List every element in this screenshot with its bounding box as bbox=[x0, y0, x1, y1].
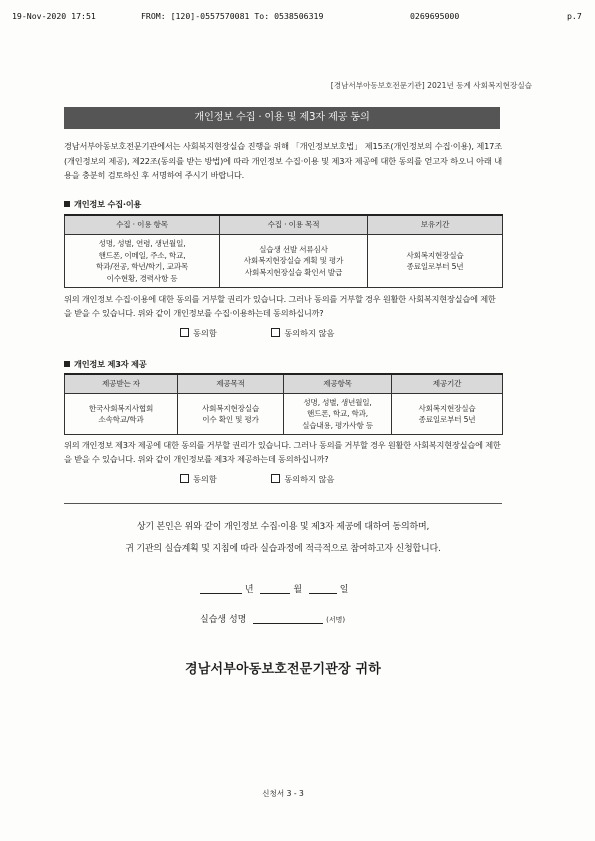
table-header: 수집 · 이용 항목 bbox=[65, 215, 220, 235]
table-header: 제공기간 bbox=[392, 374, 503, 394]
signature-note: (서명) bbox=[326, 616, 346, 624]
table-header: 보유기간 bbox=[368, 215, 503, 235]
collection-notice: 위의 개인정보 수집·이용에 대한 동의를 거부할 권리가 있습니다. 그러나 동의를 거부할 경우 원활한 사회복지현장실습에 제한을 받을 수 있습니다. 위와 같이 개인정보를 수집·이용하는데 동의하십니까? bbox=[64, 294, 496, 318]
cell-line: 사회복지현장실습 bbox=[418, 403, 476, 413]
cell-line: 사회복지현장실습 bbox=[406, 250, 464, 260]
organization-line: [경남서부아동보호전문기관] 2021년 동계 사회복지현장실습 bbox=[330, 81, 532, 90]
signature-name-input[interactable] bbox=[253, 623, 323, 624]
cell-line: 이수현황, 경력사항 등 bbox=[106, 273, 178, 283]
thirdparty-consent-options bbox=[180, 474, 386, 485]
section-thirdparty-heading bbox=[64, 359, 146, 370]
section-collection-heading bbox=[64, 199, 141, 210]
collection-agree-option[interactable] bbox=[180, 328, 217, 339]
cell-line: 사회복지현장실습 bbox=[201, 403, 260, 413]
thirdparty-notice: 위의 개인정보 제3자 제공에 대한 동의를 거부할 권리가 있습니다. 그러나 동의를 거부할 경우 원활한 사회복지현장실습에 제한을 받을 수 있습니다. 위와 같이 개인정보를 제3자 제공하는데 동의하십니까? bbox=[64, 440, 501, 464]
year-input[interactable] bbox=[200, 593, 242, 594]
checkbox-icon[interactable] bbox=[271, 474, 280, 483]
cell-line: 핸드폰, 학교, 학과, bbox=[306, 409, 369, 419]
date-fields bbox=[200, 582, 348, 595]
table-row bbox=[65, 394, 503, 435]
agree-label: 동의함 bbox=[193, 328, 217, 338]
divider-line bbox=[64, 503, 502, 504]
table-header-row bbox=[65, 374, 503, 394]
table-header: 제공항목 bbox=[284, 374, 392, 394]
collection-disagree-option[interactable] bbox=[271, 328, 334, 339]
table-cell bbox=[368, 235, 503, 288]
thirdparty-disagree-option[interactable] bbox=[271, 474, 334, 485]
fax-sender: FROM: [120]-0557570081 To: 0538506319 bbox=[141, 11, 324, 21]
fax-page: p.7 bbox=[567, 11, 582, 21]
section-thirdparty-title: 개인정보 제3자 제공 bbox=[74, 359, 147, 369]
year-label: 년 bbox=[244, 585, 254, 595]
table-header-row bbox=[65, 215, 503, 235]
cell-line: 실습생 선발 서류심사 bbox=[259, 244, 328, 254]
form-title: 개인정보 수집 · 이용 및 제3자 제공 동의 bbox=[64, 107, 500, 129]
table-cell bbox=[220, 235, 368, 288]
table-header: 수집 · 이용 목적 bbox=[220, 215, 368, 235]
fax-datetime: 19-Nov-2020 17:51 bbox=[12, 11, 96, 21]
page-footer: 신청서 3 - 3 bbox=[262, 789, 304, 798]
cell-line: 핸드폰, 이메일, 주소, 학교, bbox=[98, 250, 186, 260]
disagree-label: 동의하지 않음 bbox=[284, 328, 335, 338]
table-header: 제공목적 bbox=[178, 374, 284, 394]
signature-block bbox=[200, 612, 345, 625]
table-cell bbox=[284, 394, 392, 435]
addressee: 경남서부아동보호전문기관장 귀하 bbox=[184, 662, 382, 677]
pledge-line-2: 귀 기관의 실습계획 및 지침에 따라 실습과정에 적극적으로 참여하고자 신청합니다. bbox=[125, 544, 441, 554]
thirdparty-table bbox=[64, 373, 503, 435]
day-input[interactable] bbox=[309, 593, 337, 594]
collection-consent-options bbox=[180, 328, 386, 339]
cell-line: 종료일로부터 5년 bbox=[418, 415, 476, 424]
table-cell bbox=[65, 235, 220, 288]
disagree-label: 동의하지 않음 bbox=[284, 474, 335, 484]
collection-table bbox=[64, 214, 503, 288]
cell-line: 학과/전공, 학년/학기, 교과목 bbox=[95, 262, 189, 271]
month-label: 월 bbox=[293, 585, 303, 595]
table-cell bbox=[65, 394, 178, 435]
cell-line: 실습내용, 평가사항 등 bbox=[302, 420, 373, 430]
cell-line: 성명, 성별, 생년월일, bbox=[303, 397, 372, 407]
table-row bbox=[65, 235, 503, 288]
fax-number: 0269695000 bbox=[410, 11, 460, 21]
table-header: 제공받는 자 bbox=[65, 374, 178, 394]
thirdparty-agree-option[interactable] bbox=[180, 474, 217, 485]
day-label: 일 bbox=[339, 585, 349, 595]
square-bullet-icon bbox=[64, 201, 70, 207]
table-cell bbox=[178, 394, 284, 435]
checkbox-icon[interactable] bbox=[180, 474, 189, 483]
agree-label: 동의함 bbox=[193, 474, 217, 484]
cell-line: 사회복지현장실습 계획 및 평가 bbox=[243, 256, 344, 266]
cell-line: 이수 확인 및 평가 bbox=[202, 415, 259, 424]
table-cell bbox=[392, 394, 503, 435]
square-bullet-icon bbox=[64, 361, 70, 367]
pledge-line-1: 상기 본인은 위와 같이 개인정보 수집·이용 및 제3자 제공에 대하여 동의하며, bbox=[136, 522, 430, 532]
checkbox-icon[interactable] bbox=[271, 328, 280, 337]
signature-label: 실습생 성명 bbox=[200, 615, 247, 625]
intro-paragraph: 경남서부아동보호전문기관에서는 사회복지현장실습 진행을 위해 「개인정보보호법」 제15조(개인정보의 수집·이용), 제17조(개인정보의 제공), 제22조(동의를 받는 방법)에 따라 개인정보 수집·이용 및 제3자 제공에 대한 동의를 얻고자 하오니 아래 내용을 충분히 검토하신 후 서명하여 주시기 바랍니다. bbox=[64, 141, 502, 180]
fax-header bbox=[12, 11, 584, 23]
month-input[interactable] bbox=[260, 593, 290, 594]
section-collection-title: 개인정보 수집·이용 bbox=[74, 199, 142, 209]
cell-line: 종료일로부터 5년 bbox=[406, 262, 464, 271]
cell-line: 소속학교/학과 bbox=[98, 415, 144, 424]
cell-line: 사회복지현장실습 확인서 발급 bbox=[244, 267, 343, 277]
cell-line: 성명, 성별, 연령, 생년월일, bbox=[98, 239, 186, 248]
checkbox-icon[interactable] bbox=[180, 328, 189, 337]
cell-line: 한국사회복지사협회 bbox=[88, 403, 154, 413]
